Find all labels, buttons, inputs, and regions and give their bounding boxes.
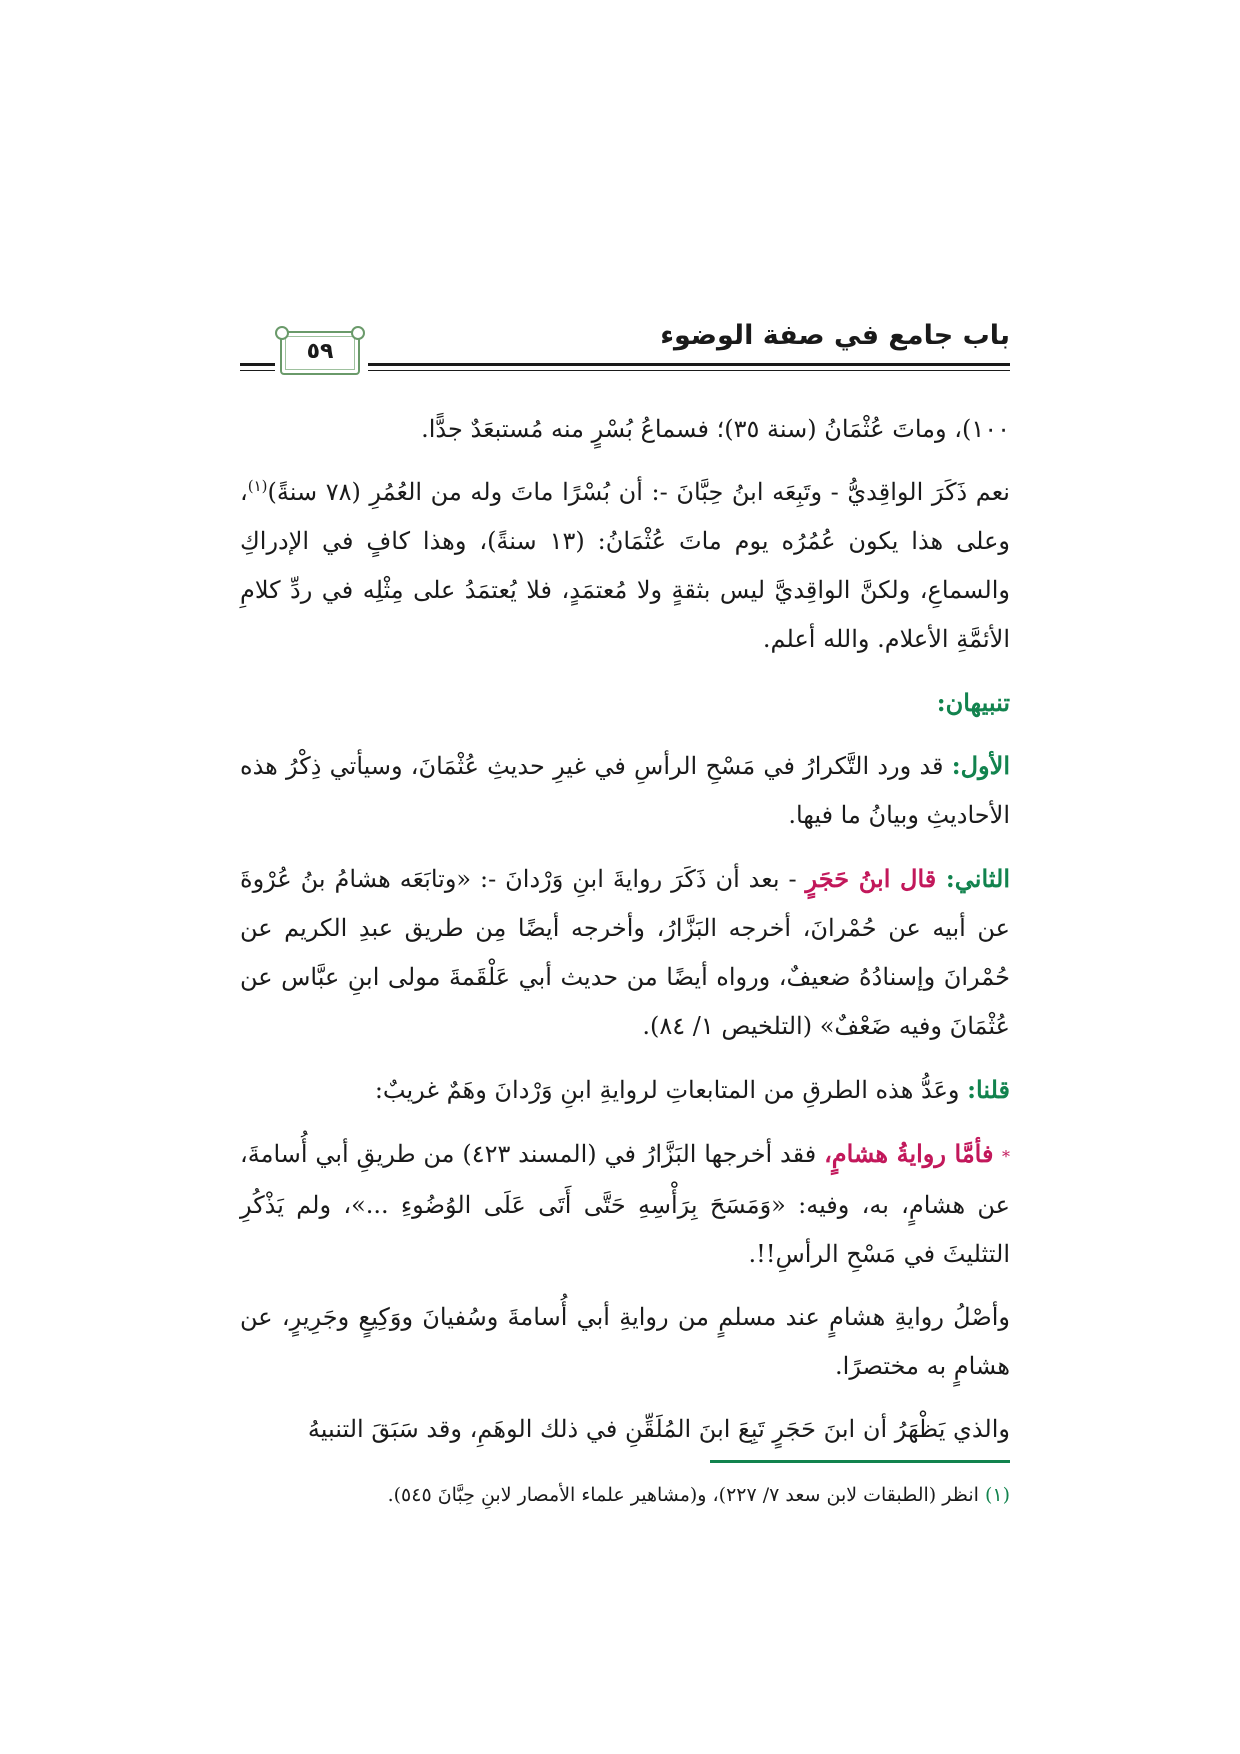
header-rule [368,363,1010,366]
header-rule-thin [368,370,1010,371]
page-header [240,320,1010,380]
paragraph [240,468,1010,664]
paragraph-text: فقد أخرجها البَزَّارُ في (المسند ٤٢٣) من طريقِ أبي أُسامةَ، عن هشامٍ، به، وفيه: «وَمَسَحَ بِرَأْسِهِ حَتَّى أَتَى عَلَى الوُضُوءِ ...»، ولم يَذْكُرِ التثليثَ في مَسْحِ الرأسِ!!. [240,1140,1010,1268]
paragraph [240,1405,1010,1454]
paragraph-text: نعم ذَكَرَ الواقِديُّ - وتَبِعَه ابنُ حِبَّانَ -: أن بُسْرًا ماتَ وله من العُمُرِ (٧٨ سنةً) [267,478,1010,506]
paragraph-text: ١٠٠)، وماتَ عُثْمَانُ (سنة ٣٥)؛ فسماعُ بُسْرٍ منه مُستبعَدٌ جدًّا. [421,415,1010,443]
note-label: قلنا: [967,1075,1010,1104]
page-number-frame [280,331,360,375]
paragraph-second-note [240,854,1010,1051]
footnote-reference[interactable]: (١) [247,477,268,495]
paragraph [240,405,1010,454]
footnote-text: انظر (الطبقات لابن سعد ٧/ ٢٢٧)، و(مشاهير علماء الأمصار لابنِ حِبَّانَ ٥٤٥). [387,1484,985,1506]
chapter-title: باب جامع في صفة الوضوء [660,320,1010,351]
paragraph-text: قد ورد التَّكرارُ في مَسْحِ الرأسِ في غيرِ حديثِ عُثْمَانَ، وسيأتي ذِكْرُ هذه الأحاديثِ وبيانُ ما فيها. [240,752,1010,829]
quoted-author: قال ابنُ حَجَرٍ [805,864,946,893]
header-rule-left [240,363,275,366]
footnote [240,1480,1010,1510]
paragraph [240,1293,1010,1391]
paragraph-text: ، وعلى هذا يكون عُمُرُه يوم ماتَ عُثْمَانُ: (١٣ سنةً)، وهذا كافٍ في الإدراكِ والسماعِ، ولكنَّ الواقِديَّ ليس بثقةٍ ولا مُعتمَدٍ، فلا يُعتمَدُ على مِثْلِه في ردِّ كلامِ الأئمَّةِ الأعلام. والله أعلم. [240,478,1010,653]
note-label: الأول: [951,751,1010,780]
star-icon: * [1002,1147,1011,1166]
subsection-lead: فأمَّا روايةُ هشامٍ، [824,1139,1003,1168]
note-label: الثاني: [945,864,1010,893]
section-heading: تنبيهان: [936,688,1010,717]
footnote-divider [710,1460,1010,1463]
footnote-marker: (١) [984,1484,1010,1506]
paragraph-first-note [240,741,1010,840]
paragraph-text: وعَدُّ هذه الطرقِ من المتابعاتِ لروايةِ ابنِ وَرْدانَ وهَمٌ غريبٌ: [374,1076,968,1104]
header-rule-left-thin [240,370,275,371]
paragraph-hisham [240,1129,1010,1279]
paragraph-text: وأصْلُ روايةِ هشامٍ عند مسلمٍ من روايةِ أبي أُسامةَ وسُفيانَ ووَكِيعٍ وجَرِيرٍ، عن هشامٍ به مختصرًا. [240,1303,1010,1380]
paragraph-qulna [240,1065,1010,1115]
paragraph-text: والذي يَظْهَرُ أن ابنَ حَجَرٍ تَبِعَ ابنَ المُلَقِّنِ في ذلك الوهَمِ، وقد سَبَقَ التنبيهُ [307,1415,1010,1443]
paragraph-text: - بعد أن ذَكَرَ روايةَ ابنِ وَرْدانَ -: «وتابَعَه هشامُ بنُ عُرْوةَ عن أبيه عن حُمْرانَ، أخرجه البَزَّارُ، وأخرجه أيضًا مِن طريق عبدِ الكريم عن حُمْرانَ وإسنادُهُ ضعيفٌ، ورواه أيضًا من حديث أبي عَلْقَمةَ مولى ابنِ عبَّاس عن عُثْمَانَ وفيه ضَعْفٌ» (التلخيص ١/ ٨٤). [240,865,1010,1040]
body-text [240,405,1010,1468]
page-number: ٥٩ [306,339,334,364]
